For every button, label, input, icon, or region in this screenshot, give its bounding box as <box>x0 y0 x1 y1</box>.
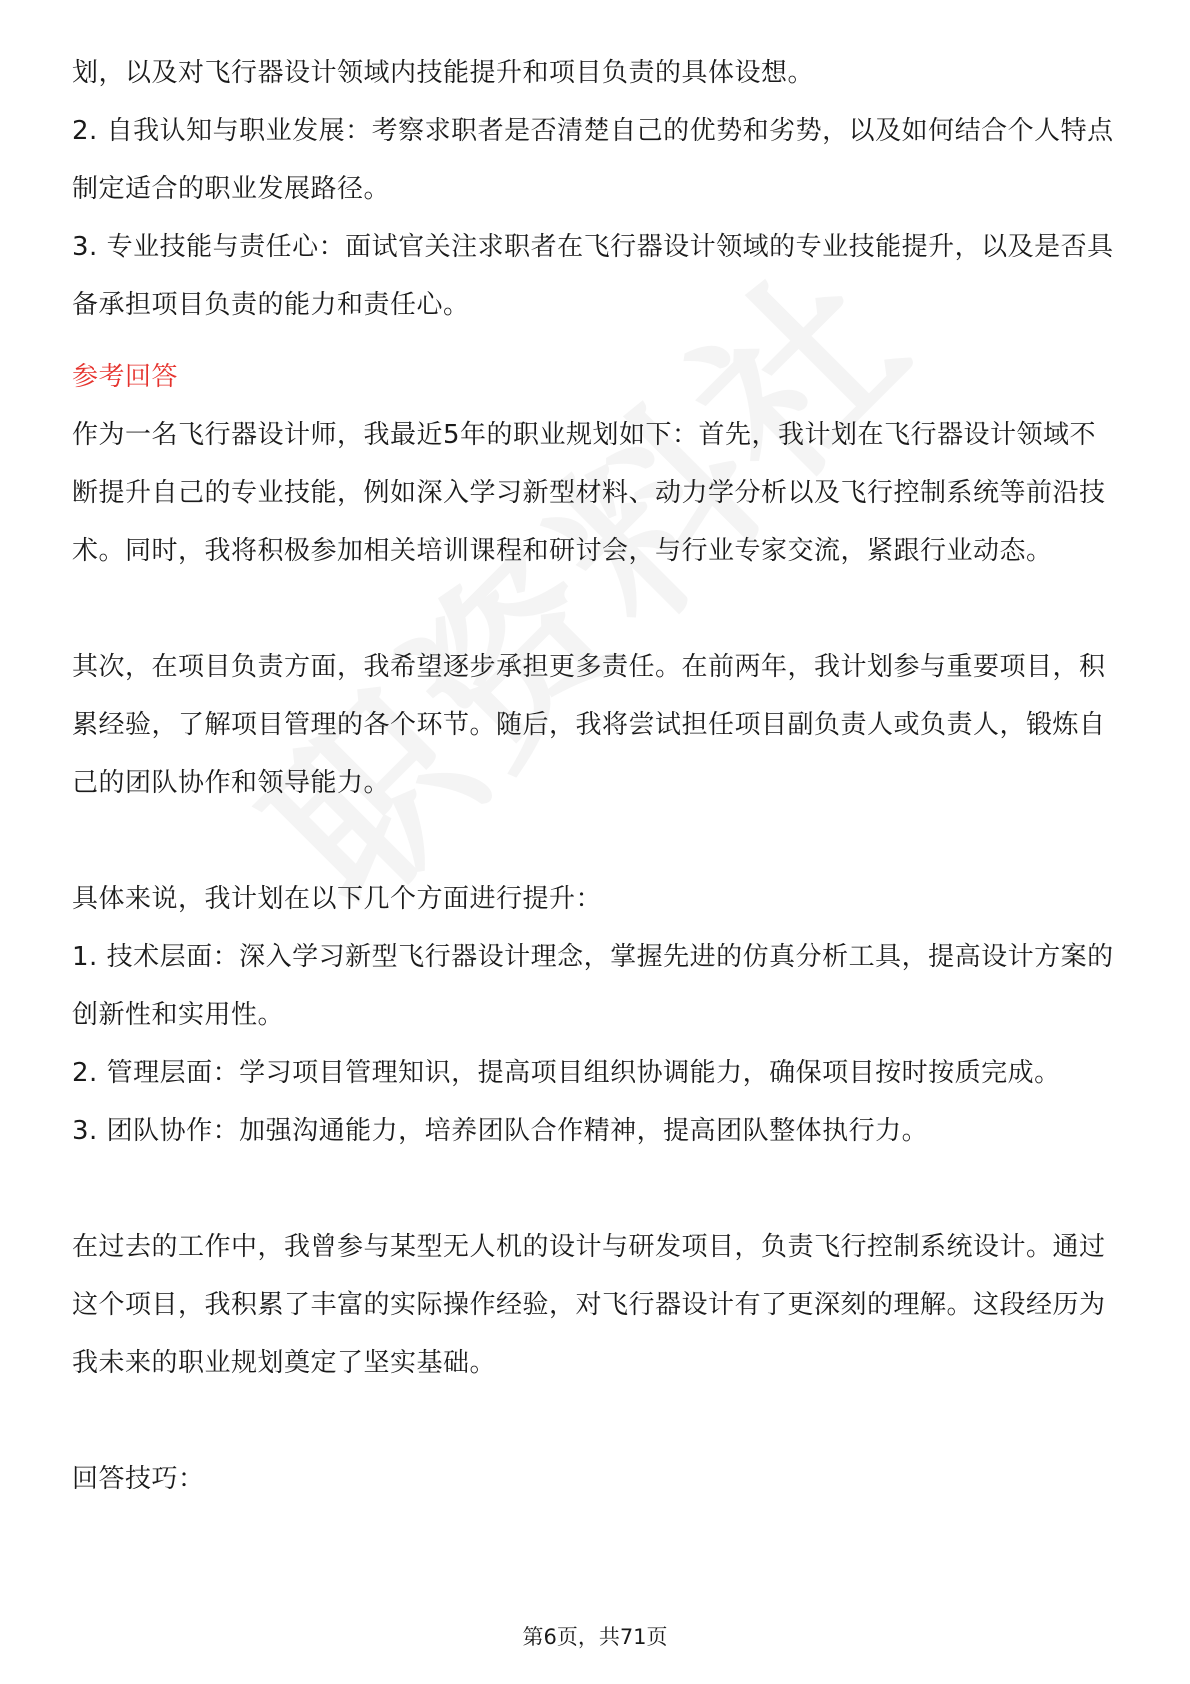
spacer <box>72 1392 1118 1450</box>
paragraph-answer-tips: 回答技巧： <box>72 1464 205 1494</box>
list-item-self-awareness: 2. 自我认知与职业发展：考察求职者是否清楚自己的优势和劣势，以及如何结合个人特点制定适合的职业发展路径。 <box>72 116 1114 204</box>
list-item-professional-skills: 3. 专业技能与责任心：面试官关注求职者在飞行器设计领域的专业技能提升，以及是否具备承担项目负责的能力和责任心。 <box>72 232 1114 320</box>
page-content <box>72 44 1118 1508</box>
list-item-teamwork: 3. 团队协作：加强沟通能力，培养团队合作精神，提高团队整体执行力。 <box>72 1116 929 1146</box>
spacer <box>72 1160 1118 1218</box>
list-item-management: 2. 管理层面：学习项目管理知识，提高项目组织协调能力，确保项目按时按质完成。 <box>72 1058 1061 1088</box>
spacer <box>72 812 1118 870</box>
paragraph-career-plan: 作为一名飞行器设计师，我最近5年的职业规划如下：首先，我计划在飞行器设计领域不断提升自己的专业技能，例如深入学习新型材料、动力学分析以及飞行控制系统等前沿技术。同时，我将积极参加相关培训课程和研讨会，与行业专家交流，紧跟行业动态。 <box>72 420 1106 566</box>
paragraph-past-experience: 在过去的工作中，我曾参与某型无人机的设计与研发项目，负责飞行控制系统设计。通过这个项目，我积累了丰富的实际操作经验，对飞行器设计有了更深刻的理解。这段经历为我未来的职业规划奠定了坚实基础。 <box>72 1232 1106 1378</box>
spacer <box>72 580 1118 638</box>
page-number: 第6页，共71页 <box>522 1625 668 1649</box>
section-title-reference-answer: 参考回答 <box>72 362 179 392</box>
paragraph-continuation: 划，以及对飞行器设计领域内技能提升和项目负责的具体设想。 <box>72 58 815 88</box>
paragraph-specific-plan: 具体来说，我计划在以下几个方面进行提升： <box>72 884 603 914</box>
list-item-technical: 1. 技术层面：深入学习新型飞行器设计理念，掌握先进的仿真分析工具，提高设计方案的创新性和实用性。 <box>72 942 1114 1030</box>
paragraph-project-responsibility: 其次，在项目负责方面，我希望逐步承担更多责任。在前两年，我计划参与重要项目，积累经验，了解项目管理的各个环节。随后，我将尝试担任项目副负责人或负责人，锻炼自己的团队协作和领导能力。 <box>72 652 1106 798</box>
